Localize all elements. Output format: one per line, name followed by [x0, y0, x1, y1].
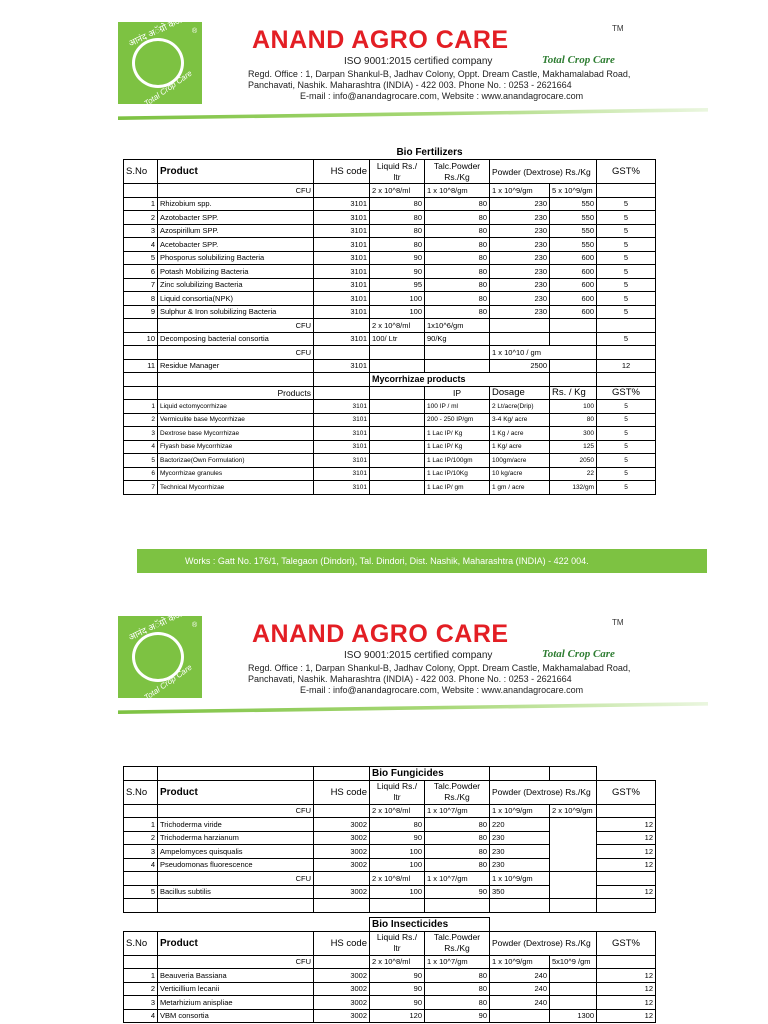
cfu-row: CFU 2 x 10^8/ml 1 x 10^7/gm 1 x 10^9/gm 5x10^9 /gm [124, 955, 656, 969]
header-hs: HS code [314, 780, 370, 804]
header-liquid: Liquid Rs./ ltr [370, 931, 425, 955]
address-line-2: Panchavati, Nashik. Maharashtra (INDIA) - 422 003. Phone No. : 0253 - 2621664 [248, 674, 572, 684]
cfu-row: CFU 2 x 10^8/ml 1 x 10^7/gm 1 x 10^9/gm [124, 872, 656, 886]
table-row: 2 Azotobacter SPP. 3101 80 80 230 550 5 [124, 211, 656, 225]
header-sno: S.No [124, 160, 158, 184]
address-line-1: Regd. Office : 1, Darpan Shankul-B, Jadhav Colony, Oppt. Dream Castle, Makhamalabad Road, [248, 663, 631, 673]
cfu-row: CFU 2 x 10^8/ml 1x10^6/gm [124, 319, 656, 333]
trademark: TM [612, 24, 624, 33]
table-row: 5 Bactorizae(Own Formulation) 3101 1 Lac IP/100gm 100gm/acre 2050 5 [124, 454, 656, 468]
green-divider [118, 108, 708, 120]
tagline: Total Crop Care [542, 54, 615, 66]
table-row: 3 Azospirillum SPP. 3101 80 80 230 550 5 [124, 224, 656, 238]
table-row: 6 Potash Mobilizing Bacteria 3101 90 80 230 600 5 [124, 265, 656, 279]
cfu-row: CFU 2 x 10^8/ml 1 x 10^8/gm 1 x 10^9/gm 5 x 10^9/gm [124, 184, 656, 198]
header-gst: GST% [597, 160, 656, 184]
letterhead-top [118, 13, 708, 122]
brand-name: ANAND AGRO CARE [252, 620, 509, 648]
table-row: 4 Pseudomonas fluorescence 3002 100 80 230 12 [124, 858, 656, 872]
address-line-1: Regd. Office : 1, Darpan Shankul-B, Jadhav Colony, Oppt. Dream Castle, Makhamalabad Road, [248, 69, 631, 79]
header-product: Product [158, 160, 314, 184]
header-powder: Powder (Dextrose) Rs./Kg [490, 931, 597, 955]
logo-hindi-text: आनंद अॅग्रो केअर [126, 13, 187, 49]
table-row: 8 Liquid consortia(NPK) 3101 100 80 230 600 5 [124, 292, 656, 306]
letterhead-bottom [118, 607, 708, 716]
green-divider [118, 702, 708, 714]
logo-hindi-text: आनंद अॅग्रो केअर [126, 607, 187, 643]
section-title: Bio Fertilizers [396, 147, 463, 158]
table-row: 2 Trichoderma harzianum 3002 90 80 230 12 [124, 831, 656, 845]
bio-insecticides-table [123, 917, 656, 1023]
email-line: E-mail : info@anandagrocare.com, Website : www.anandagrocare.com [300, 685, 584, 695]
header-liquid: Liquid Rs./ ltr [370, 780, 425, 804]
table-row: 2 Vermiculite base Mycorrhizae 3101 200 - 250 IP/gm 3-4 Kg/ acre 80 5 [124, 413, 656, 427]
address-block [248, 663, 708, 696]
iso-line: ISO 9001:2015 certified company [344, 56, 493, 67]
header-sno: S.No [124, 931, 158, 955]
header-talc: Talc.Powder Rs./Kg [425, 780, 490, 804]
table-row: 11 Residue Manager 3101 2500 12 [124, 359, 656, 373]
address-line-2: Panchavati, Nashik. Maharashtra (INDIA) - 422 003. Phone No. : 0253 - 2621664 [248, 80, 572, 90]
table-row: 9 Sulphur & Iron solubilizing Bacteria 3101 100 80 230 600 5 [124, 305, 656, 319]
header-powder: Powder (Dextrose) Rs./Kg [490, 780, 597, 804]
table-row: 10 Decomposing bacterial consortia 3101 100/ Ltr 90/Kg 5 [124, 332, 656, 346]
table-row: 4 Flyash base Mycorrhizae 3101 1 Lac IP/ Kg 1 Kg/ acre 125 5 [124, 440, 656, 454]
address-block [248, 69, 708, 102]
iso-line: ISO 9001:2015 certified company [344, 650, 493, 661]
works-address-bar: Works : Gatt No. 176/1, Talegaon (Dindori), Tal. Dindori, Dist. Nashik, Maharashtra (INDIA) - 422 004. [137, 549, 707, 573]
mycorrhizae-title: Mycorrhizae products [370, 373, 550, 387]
registered-mark: ® [192, 622, 198, 629]
table-row: 5 Bacillus subtilis 3002 100 90 350 12 [124, 885, 656, 899]
table-row: 7 Zinc solubilizing Bacteria 3101 95 80 230 600 5 [124, 278, 656, 292]
table-row: 1 Rhizobium spp. 3101 80 80 230 550 5 [124, 197, 656, 211]
header-liquid: Liquid Rs./ ltr [370, 160, 425, 184]
trademark: TM [612, 618, 624, 627]
header-hs: HS code [314, 931, 370, 955]
header-product: Product [158, 931, 314, 955]
cfu-row: CFU 1 x 10^10 / gm [124, 346, 656, 360]
section-title: Bio Fungicides [370, 767, 490, 781]
table-row: 6 Mycorrhizae granules 3101 1 Lac IP/10Kg 10 kg/acre 22 5 [124, 467, 656, 481]
registered-mark: ® [192, 28, 198, 35]
tagline: Total Crop Care [542, 648, 615, 660]
brand-name: ANAND AGRO CARE [252, 26, 509, 54]
table-row: 1 Trichoderma viride 3002 80 80 220 12 [124, 818, 656, 832]
header-sno: S.No [124, 780, 158, 804]
table-row: 4 VBM consortia 3002 120 90 1300 12 [124, 1009, 656, 1023]
header-talc: Talc.Powder Rs./Kg [425, 160, 490, 184]
table-row: 5 Phosporus solubilizing Bacteria 3101 90 80 230 600 5 [124, 251, 656, 265]
header-hs: HS code [314, 160, 370, 184]
table-row: 4 Acetobacter SPP. 3101 80 80 230 550 5 [124, 238, 656, 252]
table-row: 1 Liquid ectomycorrhizae 3101 100 IP / ml 2 Lt/acre(Drip) 100 5 [124, 400, 656, 414]
table-row: 2 Verticillium lecanii 3002 90 80 240 12 [124, 982, 656, 996]
bio-fungicides-table [123, 766, 656, 913]
logo-sub-text: Total Crop Care [142, 662, 194, 703]
mycorrhizae-header: Products IP Dosage Rs. / Kg GST% [124, 386, 656, 400]
bio-fertilizers-table [123, 146, 656, 495]
table-row: 3 Dextrose base Mycorrhizae 3101 1 Lac IP/ Kg 1 Kg / acre 300 5 [124, 427, 656, 441]
table-row: 3 Ampelomyces quisqualis 3002 100 80 230 12 [124, 845, 656, 859]
company-logo [118, 607, 202, 703]
header-gst: GST% [597, 931, 656, 955]
cfu-row: CFU 2 x 10^8/ml 1 x 10^7/gm 1 x 10^9/gm 2 x 10^9/gm [124, 804, 656, 818]
header-talc: Talc.Powder Rs./Kg [425, 931, 490, 955]
company-logo [118, 13, 202, 109]
email-line: E-mail : info@anandagrocare.com, Website : www.anandagrocare.com [300, 91, 584, 101]
table-row: 7 Technical Mycorrhizae 3101 1 Lac IP/ gm 1 gm / acre 132/gm 5 [124, 481, 656, 495]
section-title: Bio Insecticides [370, 918, 490, 932]
header-product: Product [158, 780, 314, 804]
logo-sub-text: Total Crop Care [142, 68, 194, 109]
table-row: 1 Beauveria Bassiana 3002 90 80 240 12 [124, 969, 656, 983]
header-powder: Powder (Dextrose) Rs./Kg [490, 160, 597, 184]
header-gst: GST% [597, 780, 656, 804]
table-row: 3 Metarhizium anispliae 3002 90 80 240 12 [124, 996, 656, 1010]
